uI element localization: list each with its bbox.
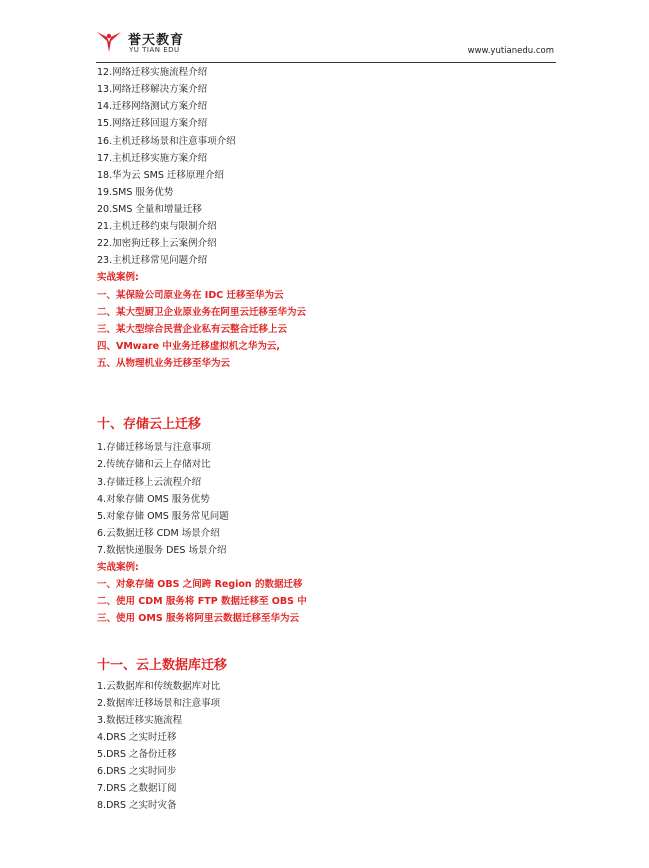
case-item: 二、某大型厨卫企业原业务在阿里云迁移至华为云 xyxy=(97,307,307,318)
list-item: 19.SMS 服务优势 xyxy=(97,187,174,198)
section-heading: 十一、云上数据库迁移 xyxy=(97,658,228,673)
yutian-logo-icon xyxy=(96,28,122,54)
brand-name-cn: 誉天教育 xyxy=(128,33,185,48)
list-item: 1.存储迁移场景与注意事项 xyxy=(97,442,211,453)
list-item: 8.DRS 之实时灾备 xyxy=(97,800,177,811)
case-label: 实战案例: xyxy=(97,562,139,573)
list-item: 7.数据快递服务 DES 场景介绍 xyxy=(97,545,227,556)
list-item: 5.DRS 之备份迁移 xyxy=(97,749,177,760)
list-item: 3.数据迁移实施流程 xyxy=(97,715,183,726)
header-divider xyxy=(96,62,556,63)
list-item: 21.主机迁移约束与限制介绍 xyxy=(97,221,217,232)
list-item: 1.云数据库和传统数据库对比 xyxy=(97,681,221,692)
site-url[interactable]: www.yutianedu.com xyxy=(467,46,554,56)
list-item: 14.迁移网络测试方案介绍 xyxy=(97,101,208,112)
brand-name-en: YU TIAN EDU xyxy=(129,46,180,54)
case-item: 三、使用 OMS 服务将阿里云数据迁移至华为云 xyxy=(97,613,299,624)
list-item: 12.网络迁移实施流程介绍 xyxy=(97,67,208,78)
list-item: 6.DRS 之实时同步 xyxy=(97,766,177,777)
list-item: 2.数据库迁移场景和注意事项 xyxy=(97,698,221,709)
list-item: 7.DRS 之数据订阅 xyxy=(97,783,177,794)
list-item: 23.主机迁移常见问题介绍 xyxy=(97,255,208,266)
case-item: 二、使用 CDM 服务将 FTP 数据迁移至 OBS 中 xyxy=(97,596,307,607)
list-item: 20.SMS 全量和增量迁移 xyxy=(97,204,202,215)
list-item: 2.传统存储和云上存储对比 xyxy=(97,459,211,470)
case-item: 一、某保险公司原业务在 IDC 迁移至华为云 xyxy=(97,290,284,301)
case-item: 三、某大型综合民营企业私有云整合迁移上云 xyxy=(97,324,288,335)
list-item: 6.云数据迁移 CDM 场景介绍 xyxy=(97,528,220,539)
list-item: 18.华为云 SMS 迁移原理介绍 xyxy=(97,170,224,181)
list-item: 13.网络迁移解决方案介绍 xyxy=(97,84,208,95)
case-item: 四、VMware 中业务迁移虚拟机之华为云, xyxy=(97,341,281,352)
case-item: 一、对象存储 OBS 之间跨 Region 的数据迁移 xyxy=(97,579,303,590)
list-item: 16.主机迁移场景和注意事项介绍 xyxy=(97,136,236,147)
list-item: 4.对象存储 OMS 服务优势 xyxy=(97,494,210,505)
case-item: 五、从物理机业务迁移至华为云 xyxy=(97,358,231,369)
list-item: 15.网络迁移回退方案介绍 xyxy=(97,118,208,129)
section-heading: 十、存储云上迁移 xyxy=(97,417,202,432)
case-label: 实战案例: xyxy=(97,272,139,283)
list-item: 17.主机迁移实施方案介绍 xyxy=(97,153,208,164)
list-item: 3.存储迁移上云流程介绍 xyxy=(97,477,202,488)
list-item: 5.对象存储 OMS 服务常见问题 xyxy=(97,511,229,522)
page-header xyxy=(96,28,556,62)
list-item: 22.加密狗迁移上云案例介绍 xyxy=(97,238,217,249)
list-item: 4.DRS 之实时迁移 xyxy=(97,732,177,743)
